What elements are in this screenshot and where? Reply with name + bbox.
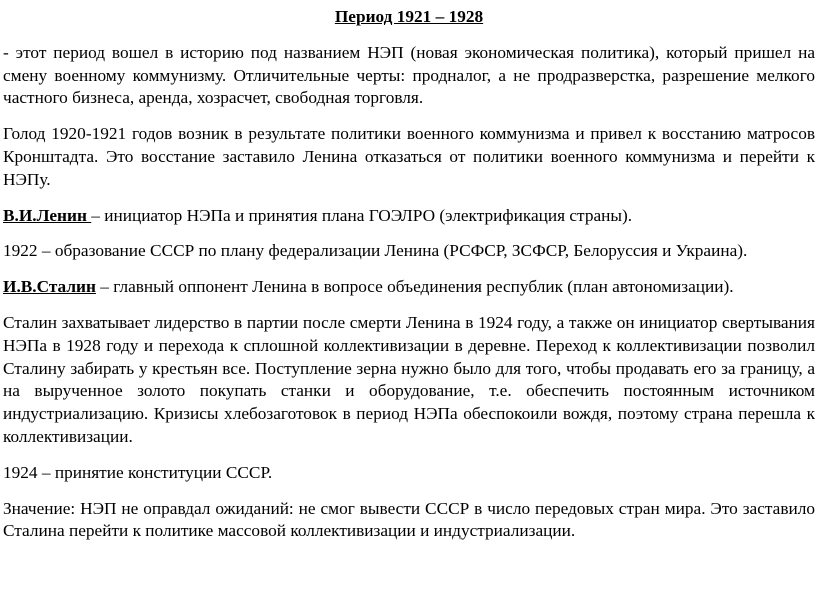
document-title: Период 1921 – 1928: [334, 7, 484, 26]
paragraph-nep-intro: - этот период вошел в историю под названием НЭП (новая экономическая политика), который пришел на смену военному коммунизму. Отличительные черты: продналог, а не продразверстка, разрешение мелкого частного бизнеса, аренда, хозрасчет, свободная торговля.: [3, 42, 815, 108]
paragraph-stalin: [3, 276, 815, 299]
stalin-description: – главный оппонент Ленина в вопросе объединения республик (план автономизации).: [95, 277, 734, 297]
paragraph-famine: Голод 1920-1921 годов возник в результате политики военного коммунизма и привел к восстанию матросов Кронштадта. Это восстание заставило Ленина отказаться от политики военного коммунизма и перейти к НЭПу.: [3, 124, 815, 189]
paragraph-stalin-leadership: Сталин захватывает лидерство в партии после смерти Ленина в 1924 году, а также он инициатор свертывания НЭПа в 1928 году и перехода к сплошной коллективизации в деревне. Переход к коллективизации позволил Сталину забирать у крестьян все. Поступление зерна нужно было для того, чтобы продавать его за границу, а на вырученное золото покупать станки и оборудование, т.е. обеспечить постоянным источником индустриализацию. Кризисы хлебозаготовок в период НЭПа обеспокоили вождя, поэтому страна перешла к коллективизации.: [3, 312, 815, 446]
paragraph-significance: Значение: НЭП не оправдал ожиданий: не смог вывести СССР в число передовых стран мира. Это заставило Сталина перейти к политике массовой коллективизации и индустриализации.: [3, 498, 815, 541]
lenin-description: – инициатор НЭПа и принятия плана ГОЭЛРО (электрификация страны).: [91, 205, 633, 225]
stalin-name: И.В.Сталин: [3, 277, 96, 297]
paragraph-constitution: 1924 – принятие конституции СССР.: [3, 462, 273, 482]
paragraph-lenin: [3, 205, 815, 228]
lenin-name: В.И.Ленин: [3, 205, 92, 225]
paragraph-ussr-formation: 1922 – образование СССР по плану федерализации Ленина (РСФСР, ЗСФСР, Белоруссия и Украина).: [3, 241, 748, 261]
